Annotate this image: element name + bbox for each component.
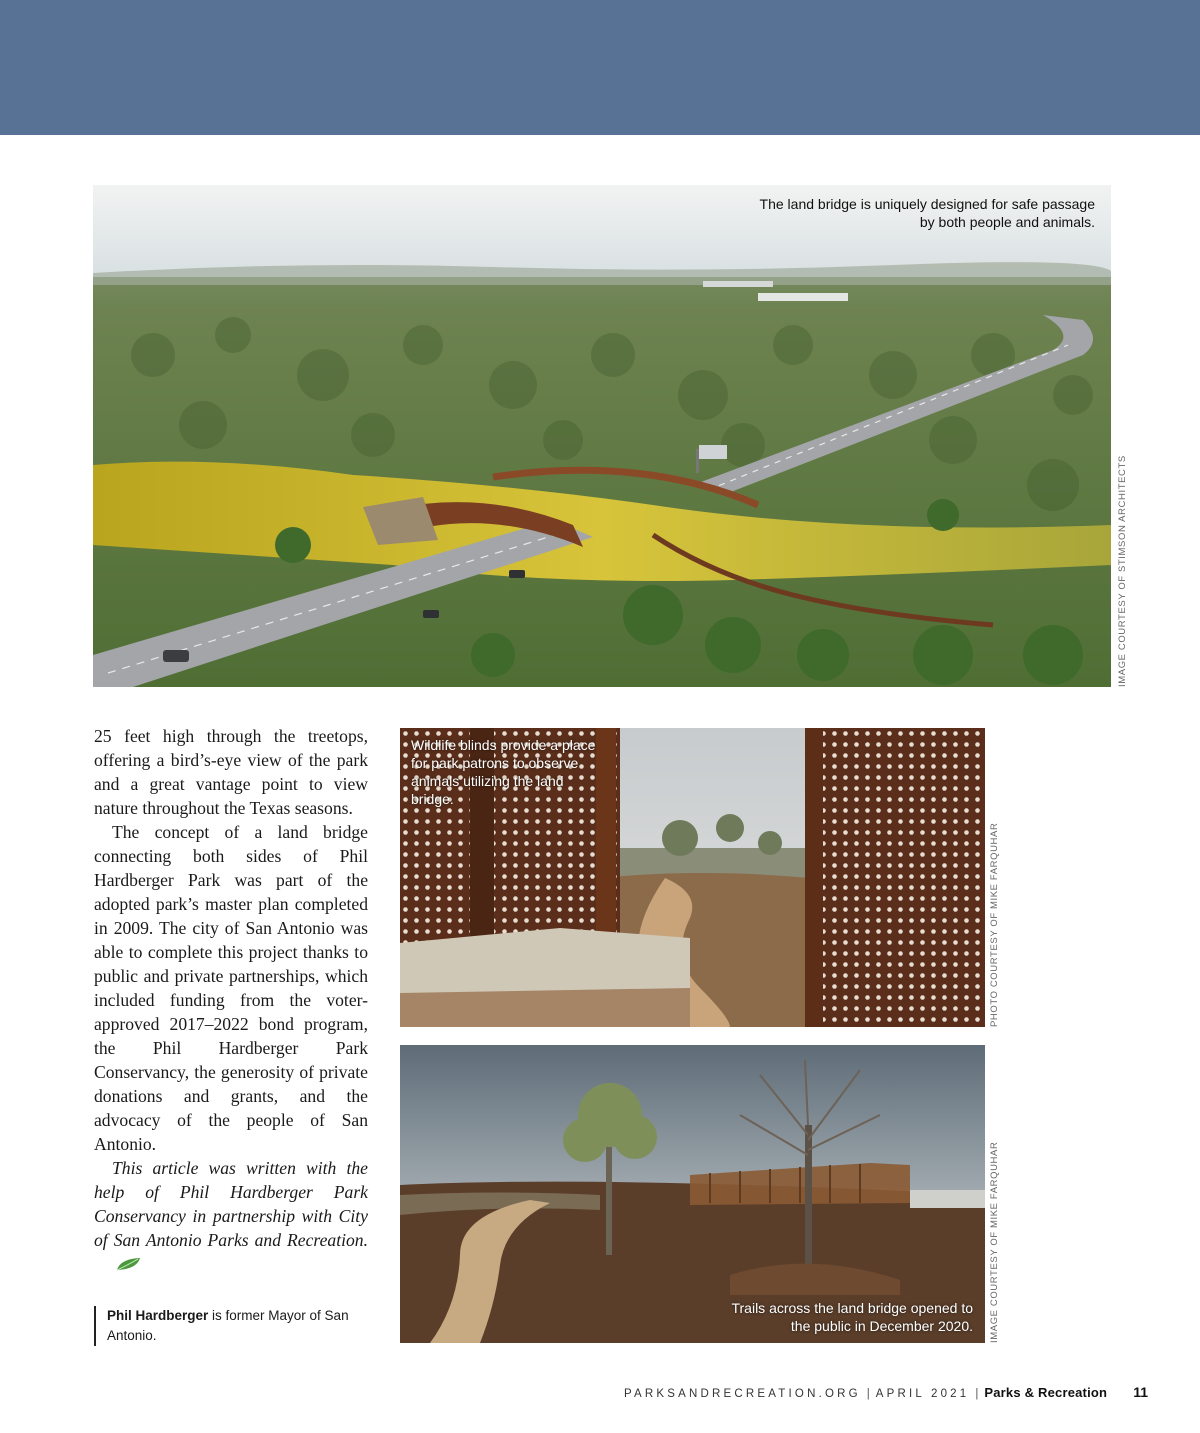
land-bridge-credit: IMAGE COURTESY OF STIMSON ARCHITECTS — [1117, 455, 1128, 687]
trails-caption: Trails across the land bridge opened to the public in December 2020. — [731, 1300, 973, 1334]
trails-image — [400, 1045, 985, 1343]
footer-magazine: Parks & Recreation — [984, 1385, 1108, 1400]
leaf-icon — [98, 1253, 124, 1267]
land-bridge-image — [93, 185, 1111, 687]
article-note — [94, 1156, 368, 1276]
header-band — [0, 0, 1200, 135]
author-description: is former Mayor of San Antonio. — [107, 1308, 349, 1343]
trails-credit: IMAGE COURTESY OF MIKE FARQUHAR — [989, 1141, 1000, 1343]
footer-issue: APRIL 2021 — [875, 1388, 970, 1400]
wildlife-blinds-image — [400, 728, 985, 1027]
footer-separator: | — [866, 1388, 870, 1400]
article-paragraph-2: The concept of a land bridge connecting both sides of Phil Hardberger Park was part of the adopted park’s master plan completed in 2009. The city of San Antonio was able to complete this project thanks to public and private partnerships, which included funding from the voter-approved 2017–2022 bond program, the Phil Hardberger Park Conservancy, the generosity of private donations and grants, and the advocacy of the people of San Antonio. — [94, 822, 368, 1154]
wildlife-blinds-credit: PHOTO COURTESY OF MIKE FARQUHAR — [989, 822, 1000, 1027]
footer-separator: | — [975, 1388, 979, 1400]
footer-site: PARKSANDRECREATION.ORG — [624, 1388, 861, 1400]
article-body — [94, 724, 368, 1276]
article-paragraph-1: 25 feet high through the treetops, offering a bird’s-eye view of the park and a great vantage point to view nature throughout the Texas seasons. — [94, 726, 368, 818]
page-number: 11 — [1133, 1384, 1148, 1400]
wildlife-blinds-caption: Wildlife blinds provide a place for park patrons to observe animals utilizing the land bridge. — [411, 737, 596, 807]
author-name: Phil Hardberger — [107, 1308, 209, 1323]
author-bio — [94, 1306, 362, 1346]
article-note-text: This article was written with the help of Phil Hardberger Park Conservancy in partnership with City of San Antonio Parks and Recreation. — [94, 1158, 368, 1250]
land-bridge-caption: The land bridge is uniquely designed for safe passage by both people and animals. — [759, 196, 1095, 230]
page-footer — [624, 1384, 1148, 1400]
